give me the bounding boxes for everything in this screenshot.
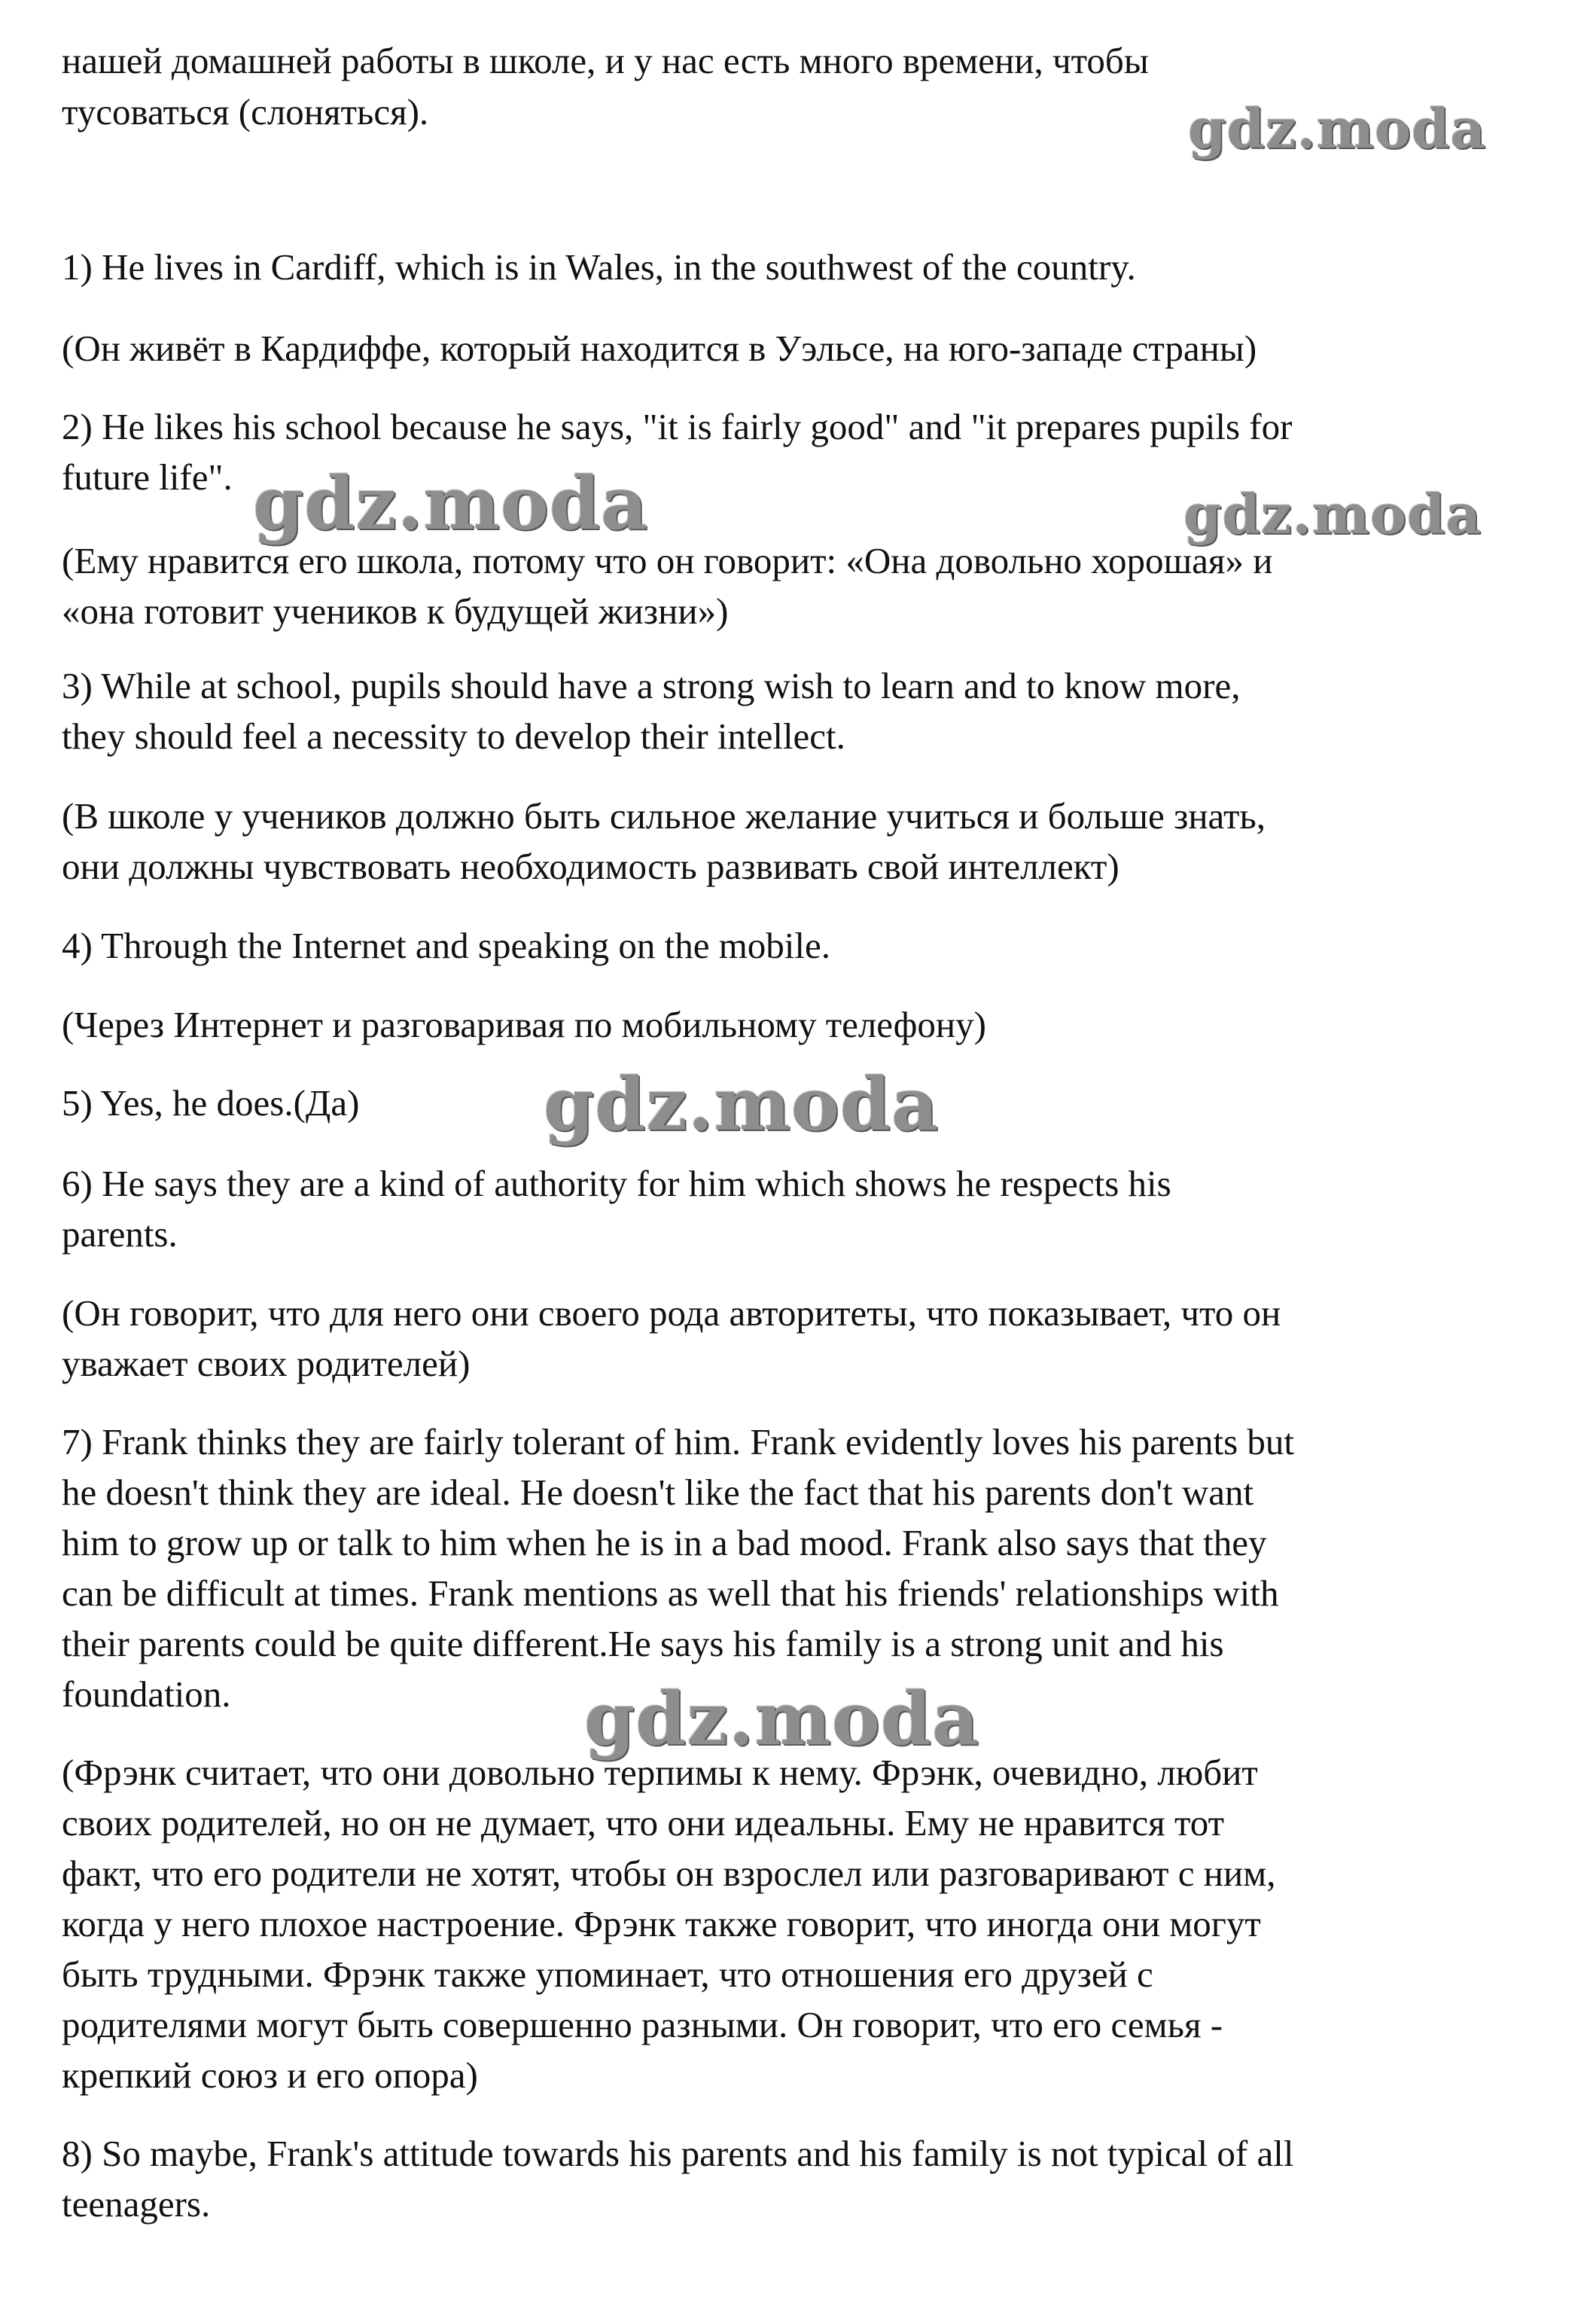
- watermark-logo: gdz.moda: [253, 461, 649, 546]
- text-line: (Он живёт в Кардиффе, который находится в Уэльсе, на юго-западе страны): [62, 328, 1257, 369]
- text-line: (Через Интернет и разговаривая по мобильному телефону): [62, 1004, 986, 1045]
- text-line: (Ему нравится его школа, потому что он говорит: «Она довольно хорошая» и: [62, 540, 1273, 581]
- text-line: 6) He says they are a kind of authority for him which shows he respects his: [62, 1163, 1171, 1204]
- text-line: can be difficult at times. Frank mentions as well that his friends' relationships with: [62, 1572, 1279, 1614]
- text-line: факт, что его родители не хотят, чтобы он взрослел или разговаривают с ним,: [62, 1853, 1276, 1894]
- text-line: parents.: [62, 1213, 178, 1255]
- text-line: (Фрэнк считает, что они довольно терпимы к нему. Фрэнк, очевидно, любит: [62, 1752, 1258, 1793]
- text-line: когда у него плохое настроение. Фрэнк также говорит, что иногда они могут: [62, 1903, 1261, 1944]
- text-line: foundation.: [62, 1673, 231, 1715]
- text-line: они должны чувствовать необходимость развивать свой интеллект): [62, 846, 1119, 887]
- text-line: 1) He lives in Cardiff, which is in Wales, in the southwest of the country.: [62, 246, 1136, 288]
- text-line: 8) So maybe, Frank's attitude towards his parents and his family is not typical of all: [62, 2133, 1294, 2174]
- text-line: 4) Through the Internet and speaking on the mobile.: [62, 925, 831, 966]
- text-line: their parents could be quite different.He says his family is a strong unit and his: [62, 1623, 1224, 1664]
- text-line: (Он говорит, что для него они своего рода авторитеты, что показывает, что он: [62, 1292, 1281, 1334]
- watermark-logo: gdz.moda: [1183, 482, 1482, 546]
- text-line: 3) While at school, pupils should have a strong wish to learn and to know more,: [62, 665, 1241, 706]
- text-line: they should feel a necessity to develop their intellect.: [62, 715, 845, 757]
- text-line: крепкий союз и его опора): [62, 2054, 478, 2096]
- text-line: нашей домашней работы в школе, и у нас есть много времени, чтобы: [62, 40, 1149, 81]
- text-line: future life".: [62, 456, 233, 498]
- text-line: родителями могут быть совершенно разными. Он говорит, что его семья -: [62, 2004, 1223, 2045]
- text-line: тусоваться (слоняться).: [62, 91, 429, 133]
- text-line: teenagers.: [62, 2183, 211, 2225]
- text-line: him to grow up or talk to him when he is in a bad mood. Frank also says that they: [62, 1522, 1267, 1563]
- watermark-logo: gdz.moda: [544, 1062, 940, 1147]
- text-line: 5) Yes, he does.(Да): [62, 1082, 360, 1124]
- text-line: «она готовит учеников к будущей жизни»): [62, 590, 729, 632]
- text-line: быть трудными. Фрэнк также упоминает, что отношения его друзей с: [62, 1953, 1153, 1995]
- text-line: своих родителей, но он не думает, что они идеальны. Ему не нравится тот: [62, 1802, 1225, 1844]
- text-line: (В школе у учеников должно быть сильное желание учиться и больше знать,: [62, 795, 1266, 837]
- text-line: уважает своих родителей): [62, 1343, 471, 1384]
- text-line: 7) Frank thinks they are fairly tolerant of him. Frank evidently loves his parents but: [62, 1421, 1295, 1462]
- watermark-logo: gdz.moda: [1188, 96, 1486, 160]
- text-line: he doesn't think they are ideal. He doesn't like the fact that his parents don't want: [62, 1472, 1254, 1513]
- text-line: 2) He likes his school because he says, "it is fairly good" and "it prepares pupils for: [62, 406, 1293, 447]
- watermark-logo: gdz.moda: [584, 1676, 980, 1761]
